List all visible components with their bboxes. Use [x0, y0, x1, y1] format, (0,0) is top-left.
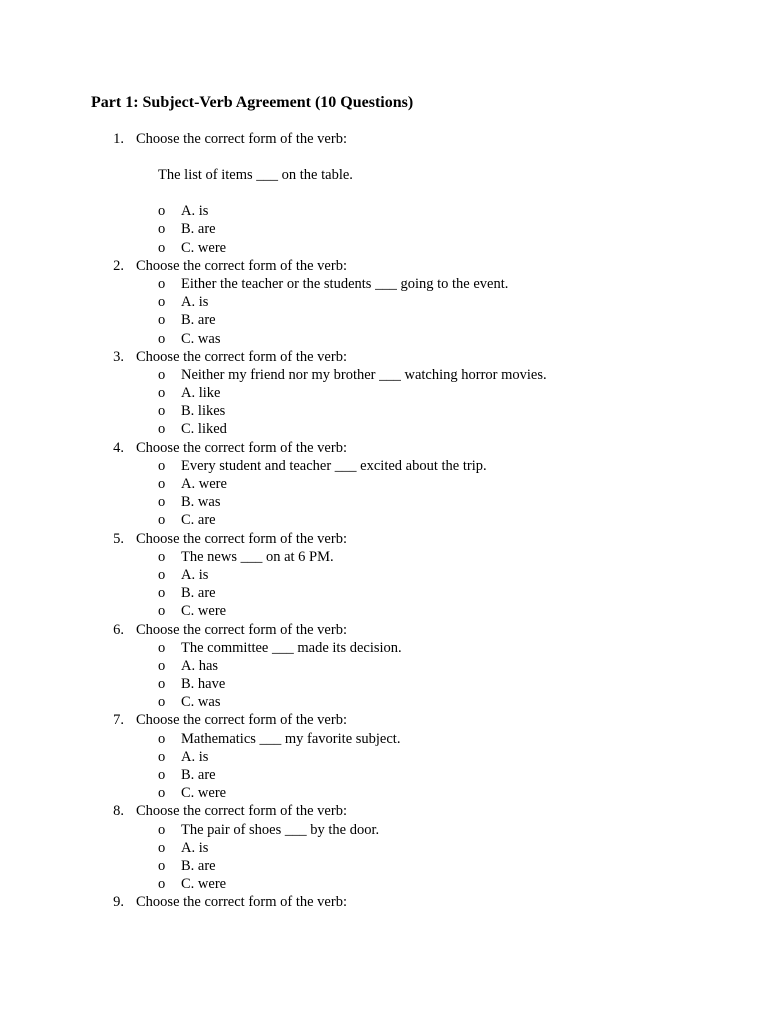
option-text: C. were: [181, 239, 227, 256]
option-item: [0, 748, 768, 766]
option-text: B. are: [181, 857, 216, 874]
option-text: C. are: [181, 512, 216, 529]
option-text: The pair of shoes ___ by the door.: [181, 821, 380, 838]
question-list: [0, 130, 768, 912]
option-item: [0, 821, 768, 839]
question-item: [0, 711, 768, 802]
option-item: [0, 875, 768, 893]
option-item: [0, 475, 768, 493]
bullet-icon: o: [158, 876, 166, 893]
question-prompt: Choose the correct form of the verb:: [136, 257, 347, 274]
option-text: Every student and teacher ___ excited about the trip.: [181, 457, 487, 474]
question-number: 3.: [113, 348, 124, 365]
option-item: [0, 766, 768, 784]
option-item: [0, 275, 768, 293]
option-list: [0, 366, 768, 439]
question-line: [0, 130, 768, 148]
bullet-icon: o: [158, 839, 166, 856]
question-number: 5.: [113, 530, 124, 547]
bullet-icon: o: [158, 385, 166, 402]
question-number: 8.: [113, 803, 124, 820]
option-item: [0, 675, 768, 693]
question-prompt: Choose the correct form of the verb:: [136, 712, 347, 729]
bullet-icon: o: [158, 494, 166, 511]
bullet-icon: o: [158, 275, 166, 292]
question-item: [0, 893, 768, 911]
bullet-icon: o: [158, 785, 166, 802]
bullet-icon: o: [158, 294, 166, 311]
option-text: A. is: [181, 748, 209, 765]
option-item: [0, 639, 768, 657]
question-line: [0, 257, 768, 275]
bullet-icon: o: [158, 239, 166, 256]
bullet-icon: o: [158, 694, 166, 711]
option-text: A. like: [181, 385, 221, 402]
option-text: The news ___ on at 6 PM.: [181, 548, 334, 565]
option-text: B. was: [181, 494, 221, 511]
option-text: Either the teacher or the students ___ going to the event.: [181, 275, 509, 292]
option-list: [0, 821, 768, 894]
bullet-icon: o: [158, 221, 166, 238]
bullet-icon: o: [158, 730, 166, 747]
option-item: [0, 239, 768, 257]
bullet-icon: o: [158, 821, 166, 838]
bullet-icon: o: [158, 203, 166, 220]
option-item: [0, 511, 768, 529]
option-list: [0, 202, 768, 257]
bullet-icon: o: [158, 639, 166, 656]
question-item: [0, 348, 768, 439]
bullet-icon: o: [158, 676, 166, 693]
question-line: [0, 530, 768, 548]
option-text: C. was: [181, 330, 221, 347]
bullet-icon: o: [158, 657, 166, 674]
option-item: [0, 493, 768, 511]
question-line: [0, 621, 768, 639]
option-list: [0, 457, 768, 530]
option-text: The committee ___ made its decision.: [181, 639, 402, 656]
option-item: [0, 839, 768, 857]
option-text: B. are: [181, 767, 216, 783]
bullet-icon: o: [158, 366, 166, 383]
option-text: C. were: [181, 603, 227, 620]
bullet-icon: o: [158, 512, 166, 529]
option-list: [0, 548, 768, 621]
bullet-icon: o: [158, 548, 166, 565]
option-item: [0, 202, 768, 220]
question-number: 4.: [113, 439, 124, 456]
option-item: [0, 566, 768, 584]
question-prompt: Choose the correct form of the verb:: [136, 803, 347, 820]
option-text: A. is: [181, 566, 209, 583]
option-text: A. is: [181, 294, 209, 311]
option-list: [0, 275, 768, 348]
bullet-icon: o: [158, 312, 166, 329]
question-number: 6.: [113, 621, 124, 638]
option-item: [0, 784, 768, 802]
part-title: Part 1: Subject-Verb Agreement (10 Questions): [91, 94, 414, 111]
option-item: [0, 693, 768, 711]
option-list: [0, 639, 768, 712]
question-item: [0, 802, 768, 893]
question-item: [0, 621, 768, 712]
option-text: C. were: [181, 876, 227, 893]
question-line: [0, 893, 768, 911]
question-prompt: Choose the correct form of the verb:: [136, 530, 347, 547]
option-item: [0, 420, 768, 438]
option-item: [0, 548, 768, 566]
option-item: [0, 220, 768, 238]
bullet-icon: o: [158, 566, 166, 583]
option-text: B. are: [181, 585, 216, 602]
bullet-icon: o: [158, 857, 166, 874]
option-text: Neither my friend nor my brother ___ watching horror movies.: [181, 366, 547, 383]
option-item: [0, 657, 768, 675]
question-number: 9.: [113, 894, 124, 911]
question-prompt: Choose the correct form of the verb:: [136, 348, 347, 365]
bullet-icon: o: [158, 421, 166, 438]
option-text: A. has: [181, 657, 219, 674]
option-item: [0, 384, 768, 402]
question-prompt: Choose the correct form of the verb:: [136, 439, 347, 456]
bullet-icon: o: [158, 330, 166, 347]
option-item: [0, 602, 768, 620]
question-item: [0, 439, 768, 530]
question-item: [0, 130, 768, 257]
bullet-icon: o: [158, 403, 166, 420]
option-text: C. liked: [181, 421, 227, 438]
question-item: [0, 530, 768, 621]
option-text: C. was: [181, 694, 221, 711]
option-item: [0, 457, 768, 475]
question-prompt: Choose the correct form of the verb:: [136, 894, 347, 911]
option-text: B. are: [181, 312, 216, 329]
option-item: [0, 730, 768, 748]
option-text: A. is: [181, 839, 209, 856]
question-sentence: The list of items ___ on the table.: [158, 167, 353, 184]
bullet-icon: o: [158, 457, 166, 474]
option-text: B. likes: [181, 403, 226, 420]
question-sentence-block: [0, 148, 768, 202]
option-text: Mathematics ___ my favorite subject.: [181, 730, 401, 747]
question-number: 1.: [113, 131, 124, 147]
question-line: [0, 711, 768, 729]
question-item: [0, 257, 768, 348]
question-prompt: Choose the correct form of the verb:: [136, 621, 347, 638]
option-text: C. were: [181, 785, 227, 802]
option-text: B. are: [181, 221, 216, 238]
option-item: [0, 311, 768, 329]
question-line: [0, 439, 768, 457]
option-item: [0, 402, 768, 420]
bullet-icon: o: [158, 585, 166, 602]
option-text: A. is: [181, 203, 209, 220]
option-item: [0, 366, 768, 384]
option-item: [0, 857, 768, 875]
question-number: 2.: [113, 257, 124, 274]
option-item: [0, 330, 768, 348]
question-number: 7.: [113, 712, 124, 729]
option-text: B. have: [181, 676, 226, 693]
question-prompt: Choose the correct form of the verb:: [136, 131, 347, 147]
bullet-icon: o: [158, 767, 166, 783]
option-list: [0, 730, 768, 803]
option-text: A. were: [181, 476, 227, 492]
bullet-icon: o: [158, 603, 166, 620]
question-line: [0, 802, 768, 820]
option-item: [0, 293, 768, 311]
option-item: [0, 584, 768, 602]
bullet-icon: o: [158, 476, 166, 492]
bullet-icon: o: [158, 748, 166, 765]
question-line: [0, 348, 768, 366]
